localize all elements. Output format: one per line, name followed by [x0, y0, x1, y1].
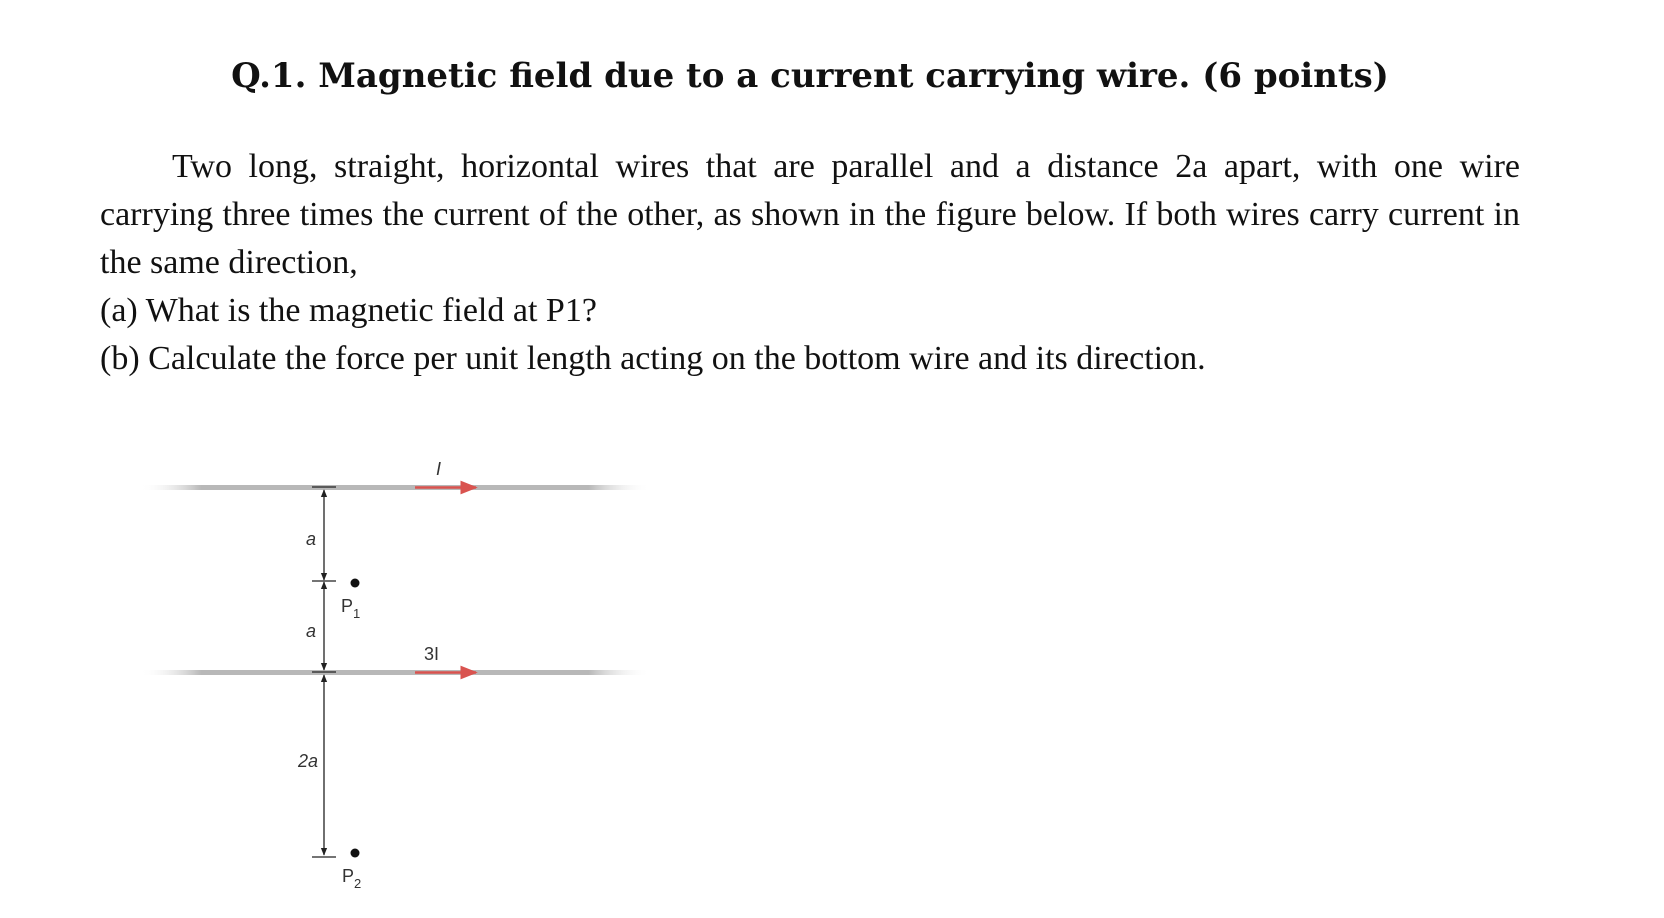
top-current-label: I — [436, 459, 442, 479]
point-p1-letter: P — [341, 596, 354, 616]
point-p2-letter: P — [342, 866, 355, 886]
question-title: Q.1. Magnetic field due to a current carrying wire. (6 points) — [231, 56, 1389, 96]
upper-gap-label: a — [306, 529, 317, 549]
top-wire — [140, 485, 650, 490]
point-p2-label — [342, 866, 361, 891]
wires-figure — [140, 455, 650, 905]
question-part-a: (a) What is the magnetic field at P1? — [100, 292, 597, 329]
question-body — [100, 143, 1520, 383]
point-p1-label — [341, 596, 360, 621]
bottom-current-label: 3I — [424, 644, 440, 664]
question-paragraph: Two long, straight, horizontal wires that are parallel and a distance 2a apart, with one wire carrying three times the current of the other, as shown in the figure below. If both wires carry current in the same direction, — [100, 148, 1520, 281]
point-p1-subscript: 1 — [353, 606, 361, 621]
question-part-b: (b) Calculate the force per unit length acting on the bottom wire and its direction. — [100, 340, 1206, 377]
point-p2-subscript: 2 — [354, 876, 362, 891]
point-p1 — [351, 579, 360, 588]
below-gap-label: 2a — [298, 751, 319, 771]
lower-gap-label: a — [306, 621, 317, 641]
point-p2 — [351, 849, 360, 858]
bottom-wire — [140, 670, 650, 675]
wires-diagram — [140, 455, 650, 905]
